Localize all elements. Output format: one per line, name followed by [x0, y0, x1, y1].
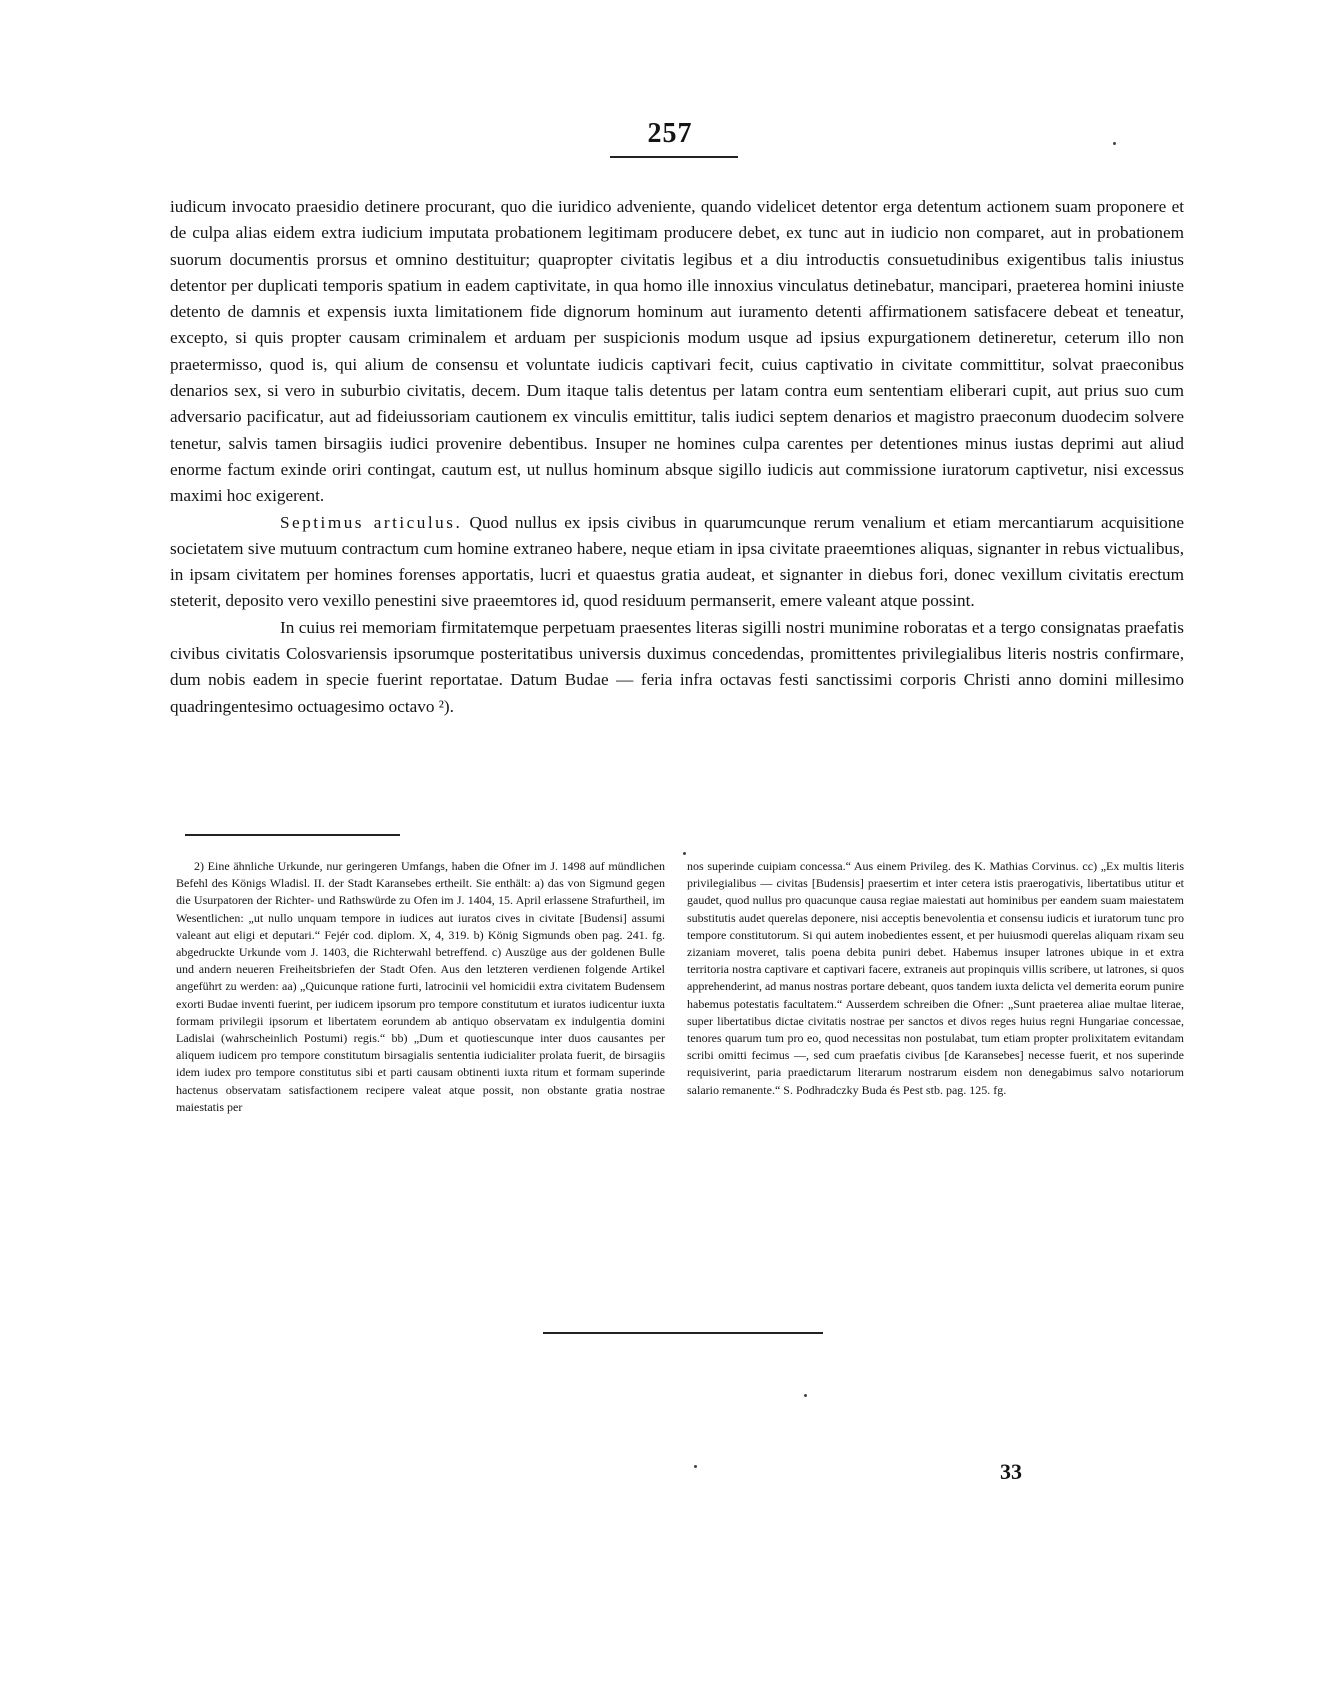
paragraph-article-seven — [170, 510, 1184, 615]
speck-dot — [804, 1394, 807, 1397]
article-text: Quod nullus ex ipsis civibus in quarumcunque rerum venalium et etiam mercantiarum acquisitione societatem sive mutuum contractum cum homine extraneo habere, neque etiam in ipsa civitate praeemtiones aliquas, signanter in rebus victualibus, in ipsam civitatem per homines forenses apportatis, lucri et quaestus gratia audeat, et signanter in diebus fori, donec vexillum civitatis erectum steterit, deposito vero vexillo penestini sive praeemtores id, quod residuum permanserit, emere valeant atque possint. — [170, 512, 1185, 611]
footnote-text-left: 2) Eine ähnliche Urkunde, nur geringeren Umfangs, haben die Ofner im J. 1498 auf mündlichen Befehl des Königs Wladisl. II. der Stadt Karansebes ertheilt. Sie enthält: a) das von Sigmund gegen die Usurpatoren der Richter- und Rathswürde zu Ofen im J. 1404, 15. April erlassene Strafurtheil, im Wesentlichen: „ut nullo unquam tempore in iudices aut iuratos cives in civitate [Budensi] assumi valeant aut eligi et deputari.“ Fejér cod. diplom. X, 4, 319. b) König Sigmunds oben pag. 241. fg. abgedruckte Urkunde vom J. 1403, die Richterwahl betreffend. c) Auszüge aus der goldenen Bulle und andern neueren Freiheitsbriefen der Stadt Ofen. Aus den letzteren verdienen folgende Artikel angeführt zu werden: aa) „Quicunque ratione furti, latrocinii vel homicidii extra civitatem Budensem exorti Budae inventi fuerint, per iudicem ipsorum pro tempore constitutum et iuratos iudicentur iuxta formam privilegii ipsorum et libertatem eorundem ab antiquo observatam ex indulgentia domini Ladislai (wahrscheinlich Postumi) regis.“ bb) „Dum et quotiescunque inter duos causantes per aliquem iudicem pro tempore constitutum birsagialis sententia iudicialiter prolata fuerit, de birsagiis idem iudex pro tempore constitutus sibi et parti causam obtinenti iuxta ritum et formam superinde hactenus observatam satisfactionem recipere valeat atque possit, non obstante gratia nostrae maiestatis per — [176, 859, 665, 1114]
end-rule — [543, 1332, 823, 1334]
paragraph-continuation: iudicum invocato praesidio detinere procurant, quo die iuridico adveniente, quando videlicet detentor erga detentum actionem suam proponere et de culpa alias eidem extra iudicium imputata probationem legitimam producere debet, ex tunc aut in iudicio non comparet, aut in probationem suorum documentis prorsus et omnino destituitur; quapropter civitatis legibus et a diu introductis consuetudinibus exigentibus talis iniustus detentor per duplicati temporis spatium in eadem captivitate, in qua homo ille innoxius vinculatus detinebatur, mancipari, praeterea homini iniuste detento de damnis et expensis iuxta limitationem fide dignorum hominum aut iuramento detenti affirmationem satisfacere debeat et teneatur, excepto, si quis propter causam criminalem et arduam per suspicionis modum usque ad ipsius expurgationem detineretur, ceterum illo non praetermisso, quod is, qui alium de consensu et voluntate iudicis captivari fecit, cuius captivatio in civitate committitur, solvat praeconibus denarios sex, si vero in suburbio civitatis, decem. Dum itaque talis detentus per latam contra eum sententiam eliberari cupit, aut prius suo cum adversario pacificatur, aut ad fideiussoriam cautionem ex vinculis emittitur, talis iudici septem denarios et magistro praeconum duodecim solvere tenetur, salvis tamen birsagiis iudici provenire debentibus. Insuper ne homines culpa carentes per detentiones minus iustas deprimi aut aliud enorme factum exinde oriri contingat, cautum est, ut nullus hominum absque sigillo iudicis aut commissione iuratorum captivetur, nisi excessus maximi hoc exigerent. — [170, 197, 1184, 506]
page-number: 257 — [647, 118, 693, 149]
speck-dot — [1113, 142, 1116, 145]
main-text — [170, 194, 1184, 720]
speck-dot — [683, 852, 686, 855]
footnote-text-right: nos superinde cuipiam concessa.“ Aus einem Privileg. des K. Mathias Corvinus. cc) „Ex multis literis privilegialibus — civitas [Budensis] praesertim et inter cetera istis praerogativis, libertatibus utitur et gaudet, quod nullus pro quacunque causa regiae maiestati aut hominibus per eandem suam maiestatem substitutis audet querelas deponere, nisi acceptis benevolentia et consensu iudicis et iuratorum tunc pro tempore constitutorum. Si qui autem inobedientes essent, et per huiusmodi querelas aliquam rixam seu zizaniam moveret, talis poena debita puniri debet. Habemus insuper latrones ubique in et extra territoria nostra captivare et captivari facere, extraneis aut propinquis villis scribere, ut latrones, si quos apprehenderint, ad manus nostras portare debeant, quos tandem iuxta delicta vel demerita eorum punire habemus potestatis facultatem.“ Ausserdem schreiben die Ofner: „Sunt praeterea aliae multae literae, super libertatibus dictae civitatis nostrae per sanctos et divos reges huius regni Hungariae concessae, tenores quarum tum pro eo, quod necessitas non postulabat, tum etiam propter prolixitatem evitandam scribi omitti fecimus —, sed cum praefatis civibus [de Karansebes] necesse fuerit, et nos superinde requisiverint, paria praedictarum literarum nostrarum eisdem non denegabimus salvo notariorum salario remanente.“ S. Podhradczky Buda és Pest stb. pag. 125. fg. — [687, 859, 1184, 1097]
footnote-right-column — [687, 858, 1184, 1099]
signature-mark: 33 — [1000, 1459, 1022, 1484]
speck-dot — [694, 1465, 697, 1468]
article-heading: Septimus articulus. — [280, 512, 463, 532]
paragraph-closing: In cuius rei memoriam firmitatemque perpetuam praesentes literas sigilli nostri munimine roboratas et a tergo consignatas praefatis civibus civitatis Colosvariensis ipsorumque posteritatibus universis duximus concedendas, promittentes privilegialibus literis nostris confirmare, dum nobis eadem in specie fuerint reportatae. Datum Budae — feria infra octavas festi sanctissimi corporis Christi anno domini millesimo quadringentesimo octuagesimo octavo ²). — [170, 617, 1184, 716]
footnote-rule — [185, 834, 400, 836]
page-number-underline — [610, 156, 738, 158]
footnote-left-column — [176, 858, 665, 1116]
